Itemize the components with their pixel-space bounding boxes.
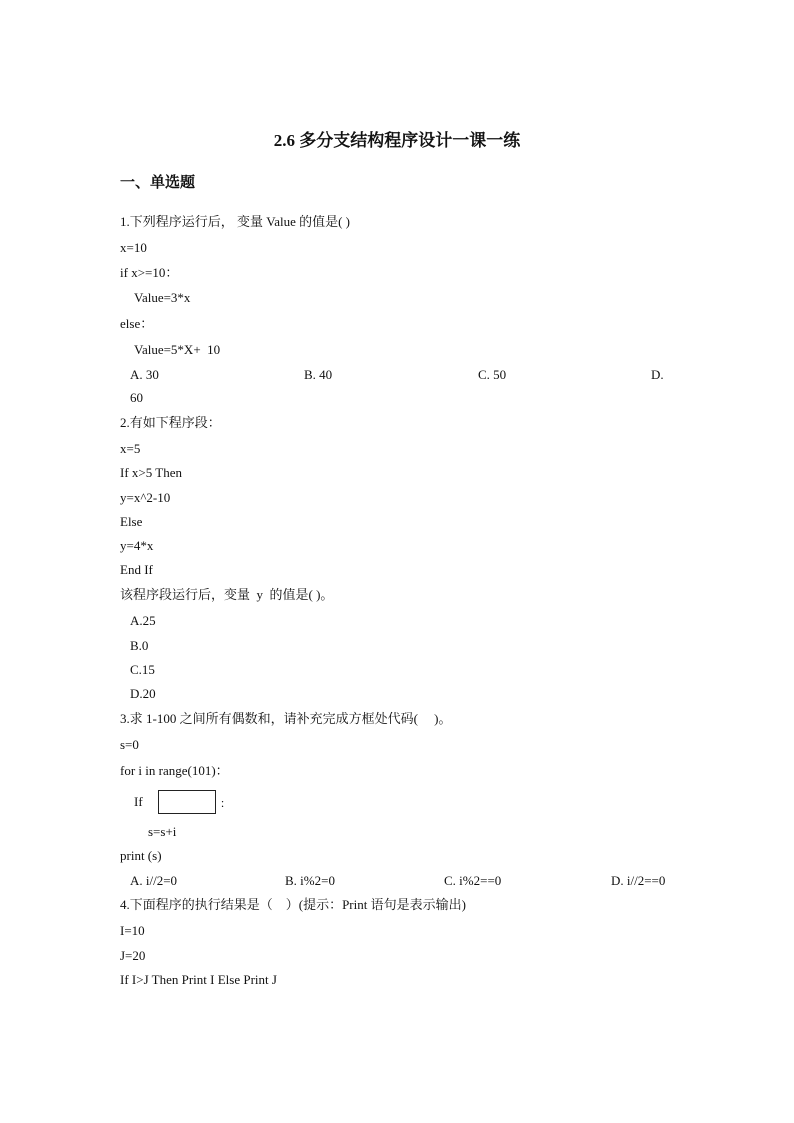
q2-option-c: C.15 xyxy=(130,662,155,677)
q3-option-b: B. i%2=0 xyxy=(285,873,335,888)
q3-code-colon: ： xyxy=(220,798,231,810)
q4-code-line: If I>J Then Print I Else Print J xyxy=(120,972,277,987)
q4-code-line: I=10 xyxy=(120,923,145,938)
q2-code-line: End If xyxy=(120,562,153,577)
q3-option-d: D. i//2==0 xyxy=(611,873,666,888)
q3-option-a: A. i//2=0 xyxy=(130,873,178,888)
q2-question-text: 该程序段运行后，变量 y 的值是( )。 xyxy=(120,587,334,602)
q3-code-line: print (s) xyxy=(120,848,162,863)
q1-code-line: Value=3*x xyxy=(134,290,191,305)
q2-code-line: x=5 xyxy=(120,441,141,456)
q2-code-line: Else xyxy=(120,514,143,529)
q1-option-d-value: 60 xyxy=(130,390,143,405)
q2-code-line: y=4*x xyxy=(120,538,154,553)
q3-code-line: for i in range(101)： xyxy=(120,763,229,778)
page-title: 2.6 多分支结构程序设计一课一练 xyxy=(273,131,521,150)
q1-code-line: else： xyxy=(120,316,154,331)
q1-code-line: x=10 xyxy=(120,240,147,255)
answer-blank-box xyxy=(158,790,216,814)
question-4-stem: 4.下面程序的执行结果是（ ）(提示：Print 语句是表示输出) xyxy=(120,897,466,912)
q1-code-line: Value=5*X+ 10 xyxy=(134,342,221,357)
q3-code-line: s=s+i xyxy=(148,824,177,839)
q2-code-line: y=x^2-10 xyxy=(120,490,171,505)
question-1-stem: 1.下列程序运行后， 变量 Value 的值是( ) xyxy=(120,214,351,229)
q3-option-c: C. i%2==0 xyxy=(444,873,502,888)
question-3-stem: 3.求 1-100 之间所有偶数和，请补充完成方框处代码( )。 xyxy=(120,711,452,726)
q1-option-c: C. 50 xyxy=(478,367,507,382)
q2-option-d: D.20 xyxy=(130,686,156,701)
q1-option-a: A. 30 xyxy=(130,367,159,382)
q4-code-line: J=20 xyxy=(120,948,146,963)
section-heading: 一、单选题 xyxy=(120,175,196,191)
q1-code-line: if x>=10： xyxy=(120,265,179,280)
q1-option-d: D. xyxy=(651,367,664,382)
q2-code-line: If x>5 Then xyxy=(120,465,182,480)
q3-code-line: s=0 xyxy=(120,737,139,752)
q3-code-if: If xyxy=(134,794,143,809)
q2-option-a: A.25 xyxy=(130,613,156,628)
question-2-stem: 2.有如下程序段： xyxy=(120,415,221,430)
q1-option-b: B. 40 xyxy=(304,367,333,382)
q2-option-b: B.0 xyxy=(130,638,149,653)
